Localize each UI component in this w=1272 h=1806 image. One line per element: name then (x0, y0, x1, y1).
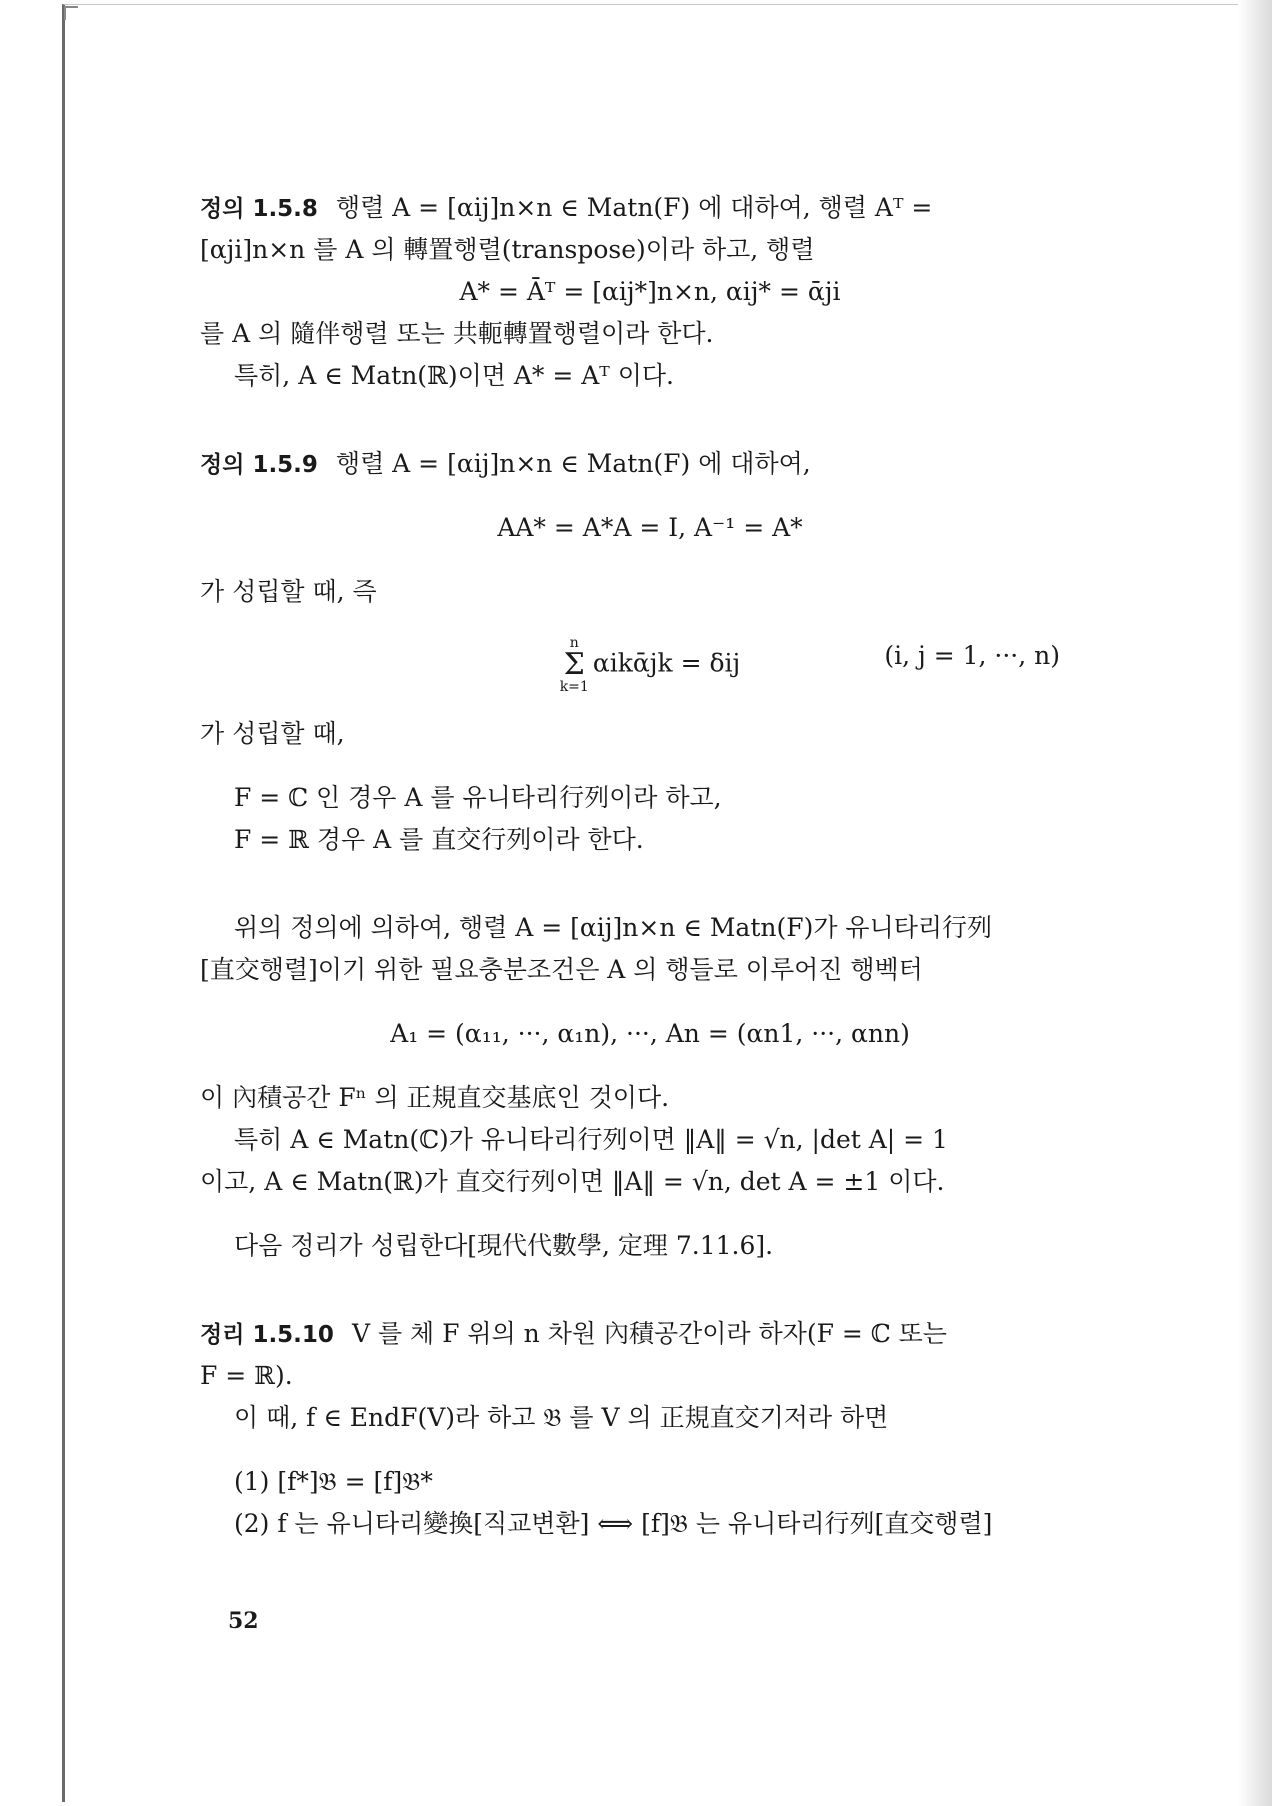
theorem-item-2: (2) f 는 유니타리變換[직교변환] ⟺ [f]𝔅 는 유니타리行列[直交행렬] (234, 1509, 993, 1538)
paragraph-1-line-2: [直交행렬]이기 위한 필요충분조건은 A 의 행들로 이루어진 행벡터 (200, 955, 923, 984)
viewer-edge-shadow (1238, 0, 1272, 1806)
definition-label: 정의 1.5.9 (200, 452, 318, 478)
adjoint-formula: A* = Āᵀ = [αij*]n×n, αij* = ᾱji (459, 277, 841, 306)
page-corner (64, 6, 78, 20)
theorem-1-5-10-line-1 (200, 1314, 1100, 1356)
paragraph-1-line-5: 이고, A ∈ Matn(ℝ)가 直交行列이면 ‖A‖ = √n, det A = ±1 이다. (200, 1167, 945, 1196)
unitary-case: F = ℂ 인 경우 A 를 유니타리行列이라 하고, (234, 783, 722, 812)
definition-1-5-9-line-3: 가 성립할 때, (200, 719, 345, 748)
definition-1-5-8-line-2: [αji]n×n 를 A 의 轉置행렬(transpose)이라 하고, 행렬 (200, 235, 815, 264)
page-number: 52 (228, 1608, 259, 1634)
sum-expression: αikᾱjk = δij (592, 648, 741, 678)
theorem-label: 정리 1.5.10 (200, 1322, 334, 1348)
theorem-1-5-10-line-3: 이 때, f ∈ EndF(V)라 하고 𝔅 를 V 의 正規直交기저라 하면 (234, 1403, 889, 1432)
sigma-glyph: Σ (563, 647, 585, 682)
paragraph-2-line-1: 다음 정리가 성립한다[現代代數學, 定理 7.11.6]. (234, 1231, 774, 1260)
orthogonal-case: F = ℝ 경우 A 를 直交行列이라 한다. (234, 825, 644, 854)
sum-formula (200, 635, 1100, 695)
index-condition: (i, j = 1, ···, n) (884, 641, 1060, 670)
definition-1-5-9-line-1 (200, 444, 1100, 486)
text-line: 행렬 A = [αij]n×n ∈ Matn(F) 에 대하여, (335, 449, 811, 478)
definition-1-5-8-line-4: 특히, A ∈ Matn(ℝ)이면 A* = Aᵀ 이다. (234, 361, 674, 390)
page-content (200, 188, 1100, 1546)
paragraph-1-line-4: 특히 A ∈ Matn(ℂ)가 유니타리行列이면 ‖A‖ = √n, |det A| = 1 (234, 1125, 948, 1154)
sum-upper-limit: n (569, 635, 579, 651)
definition-1-5-9-line-2: 가 성립할 때, 즉 (200, 577, 377, 606)
paragraph-1-line-3: 이 內積공간 Fⁿ 의 正規直交基底인 것이다. (200, 1083, 670, 1112)
unitary-formula: AA* = A*A = I, A⁻¹ = A* (497, 513, 803, 542)
paragraph-1-line-1: 위의 정의에 의하여, 행렬 A = [αij]n×n ∈ Matn(F)가 유니타리行列 (234, 913, 993, 942)
theorem-1-5-10-line-2: F = ℝ). (200, 1361, 293, 1390)
theorem-item-1: (1) [f*]𝔅 = [f]𝔅* (234, 1467, 433, 1496)
text-line: 행렬 A = [αij]n×n ∈ Matn(F) 에 대하여, 행렬 Aᵀ = (335, 193, 933, 222)
definition-1-5-8-line-3: 를 A 의 隨伴행렬 또는 共軛轉置행렬이라 한다. (200, 319, 714, 348)
definition-label: 정의 1.5.8 (200, 196, 318, 222)
definition-1-5-8-line-1 (200, 188, 1100, 230)
text-line: V 를 체 F 위의 n 차원 內積공간이라 하자(F = ℂ 또는 (351, 1319, 947, 1348)
row-vectors-formula: A₁ = (α₁₁, ···, α₁n), ···, An = (αn1, ···, αnn) (390, 1019, 910, 1048)
sum-lower-limit: k=1 (559, 679, 589, 695)
summation-symbol (560, 636, 589, 694)
